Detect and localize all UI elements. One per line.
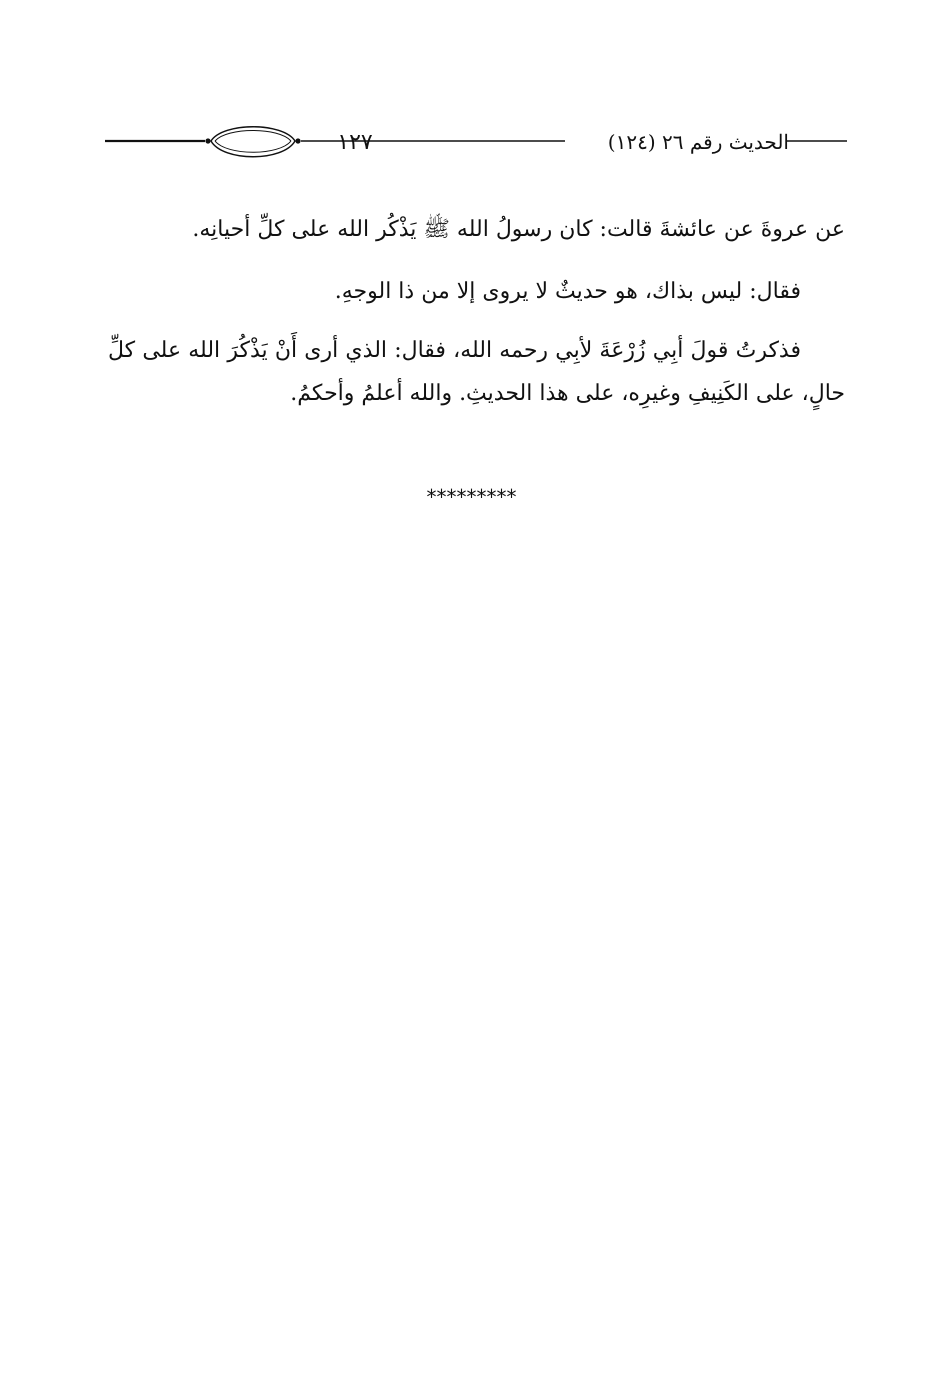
page-header <box>105 118 847 170</box>
page-number: ١٢٧ <box>337 130 373 155</box>
running-title: الحديث رقم ٢٦ (١٢٤) <box>607 130 789 154</box>
body-text <box>108 208 845 415</box>
paragraph-2: فقال: ليس بذاك، هو حديثٌ لا يروى إلا من ذا الوجهِ. <box>334 279 801 304</box>
paragraph-1: عن عروةَ عن عائشةَ قالت: كان رسولُ الله ﷺ يَذْكُر الله على كلِّ أحيانِه. <box>192 217 845 242</box>
paragraph-3: فذكرتُ قولَ أبِي زُرْعَةَ لأبِي رحمه الله، فقال: الذي أرى أَنْ يَذْكُرَ الله على كلِّ حالٍ، على الكَنِيفِ وغيرِه، على هذا الحديثِ. والله أعلمُ وأحكمُ. <box>108 338 845 406</box>
section-divider: ********* <box>426 485 517 509</box>
